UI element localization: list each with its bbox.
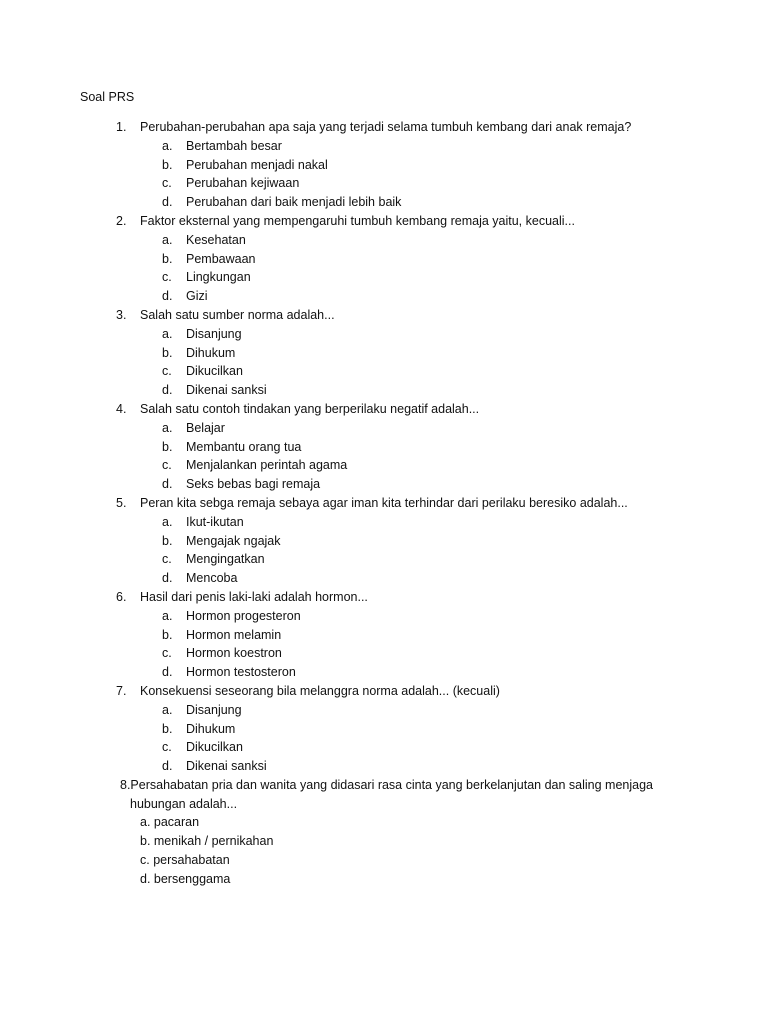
option-text: a. pacaran	[140, 815, 200, 830]
option-line	[0, 626, 768, 645]
option-text: Mengajak ngajak	[186, 533, 281, 548]
option-line	[0, 757, 768, 776]
option-letter: b.	[162, 345, 173, 360]
question-line	[0, 118, 768, 137]
question-text: Salah satu contoh tindakan yang berperilaku negatif adalah...	[140, 401, 480, 416]
question-text: Salah satu sumber norma adalah...	[140, 307, 335, 322]
option-text: d. bersenggama	[140, 871, 231, 886]
option-line	[0, 701, 768, 720]
option-line	[0, 851, 768, 870]
question-line-continued	[0, 795, 768, 814]
option-text: Perubahan kejiwaan	[186, 176, 300, 191]
option-letter: c.	[162, 458, 172, 473]
question-line	[0, 212, 768, 231]
option-text: Hormon koestron	[186, 646, 282, 661]
option-line	[0, 607, 768, 626]
question-number: 6.	[116, 589, 127, 604]
option-letter: b.	[162, 439, 173, 454]
option-line	[0, 193, 768, 212]
option-text: Hormon melamin	[186, 627, 282, 642]
option-text: Dikucilkan	[186, 364, 243, 379]
option-letter: d.	[162, 195, 173, 210]
option-letter: a.	[162, 420, 173, 435]
option-text: Gizi	[186, 289, 208, 304]
option-letter: d.	[162, 571, 173, 586]
option-line	[0, 268, 768, 287]
option-letter: c.	[162, 740, 172, 755]
option-line	[0, 456, 768, 475]
option-text: Hormon testosteron	[186, 665, 296, 680]
option-line	[0, 250, 768, 269]
question-text: hubungan adalah...	[130, 796, 238, 811]
option-letter: d.	[162, 665, 173, 680]
option-letter: d.	[162, 759, 173, 774]
option-text: Disanjung	[186, 702, 242, 717]
option-text: b. menikah / pernikahan	[140, 834, 274, 849]
question-line	[0, 776, 768, 795]
option-text: Disanjung	[186, 326, 242, 341]
option-letter: a.	[162, 608, 173, 623]
question-text: Peran kita sebga remaja sebaya agar iman kita terhindar dari perilaku beresiko adalah...	[140, 495, 628, 510]
option-letter: b.	[162, 251, 173, 266]
option-letter: c.	[162, 552, 172, 567]
option-text: Dikucilkan	[186, 740, 243, 755]
option-letter: d.	[162, 383, 173, 398]
question-text: Faktor eksternal yang mempengaruhi tumbuh kembang remaja yaitu, kecuali...	[140, 213, 575, 228]
option-text: Pembawaan	[186, 251, 256, 266]
option-line	[0, 381, 768, 400]
option-line	[0, 156, 768, 175]
option-line	[0, 644, 768, 663]
option-letter: b.	[162, 157, 173, 172]
option-line	[0, 174, 768, 193]
option-line	[0, 362, 768, 381]
option-line	[0, 344, 768, 363]
option-text: Kesehatan	[186, 232, 246, 247]
option-letter: a.	[162, 326, 173, 341]
option-letter: c.	[162, 176, 172, 191]
option-line	[0, 720, 768, 739]
option-line	[0, 738, 768, 757]
option-letter: d.	[162, 289, 173, 304]
question-list	[0, 118, 768, 889]
option-line	[0, 231, 768, 250]
page-title: Soal PRS	[80, 90, 135, 104]
option-text: Hormon progesteron	[186, 608, 301, 623]
option-line	[0, 663, 768, 682]
option-text: Seks bebas bagi remaja	[186, 477, 321, 492]
option-line	[0, 438, 768, 457]
question-text: Perubahan-perubahan apa saja yang terjadi selama tumbuh kembang dari anak remaja?	[140, 120, 632, 134]
option-text: Menjalankan perintah agama	[186, 458, 348, 473]
question-number: 7.	[116, 683, 127, 698]
option-text: Membantu orang tua	[186, 439, 302, 454]
option-line	[0, 475, 768, 494]
option-letter: b.	[162, 627, 173, 642]
option-line	[0, 870, 768, 889]
question-line	[0, 494, 768, 513]
option-text: Perubahan dari baik menjadi lebih baik	[186, 195, 402, 210]
option-text: Ikut-ikutan	[186, 514, 244, 529]
option-line	[0, 137, 768, 156]
option-line	[0, 832, 768, 851]
question-line	[0, 400, 768, 419]
option-line	[0, 813, 768, 832]
option-line	[0, 569, 768, 588]
question-number: 4.	[116, 401, 127, 416]
question-number: 5.	[116, 495, 127, 510]
question-line	[0, 306, 768, 325]
option-line	[0, 550, 768, 569]
option-text: Mengingatkan	[186, 552, 265, 567]
option-text: Mencoba	[186, 571, 238, 586]
option-text: Dihukum	[186, 721, 236, 736]
option-letter: c.	[162, 646, 172, 661]
option-line	[0, 532, 768, 551]
option-text: Dikenai sanksi	[186, 759, 267, 774]
option-text: c. persahabatan	[140, 853, 230, 868]
option-text: Lingkungan	[186, 270, 251, 285]
question-number: 3.	[116, 307, 127, 322]
option-letter: a.	[162, 138, 173, 153]
option-letter: a.	[162, 514, 173, 529]
option-letter: b.	[162, 721, 173, 736]
option-line	[0, 325, 768, 344]
option-letter: d.	[162, 477, 173, 492]
option-text: Belajar	[186, 420, 225, 435]
option-line	[0, 513, 768, 532]
option-line	[0, 287, 768, 306]
option-text: Bertambah besar	[186, 138, 282, 153]
question-number: 2.	[116, 213, 127, 228]
option-letter: c.	[162, 270, 172, 285]
option-letter: a.	[162, 232, 173, 247]
question-text: 8.Persahabatan pria dan wanita yang didasari rasa cinta yang berkelanjutan dan saling menjaga	[120, 777, 653, 792]
option-letter: a.	[162, 702, 173, 717]
question-line	[0, 588, 768, 607]
question-number: 1.	[116, 120, 127, 134]
question-text: Hasil dari penis laki-laki adalah hormon...	[140, 589, 368, 604]
question-text: Konsekuensi seseorang bila melanggra norma adalah... (kecuali)	[140, 683, 500, 698]
question-line	[0, 682, 768, 701]
option-line	[0, 419, 768, 438]
option-text: Dikenai sanksi	[186, 383, 267, 398]
option-text: Perubahan menjadi nakal	[186, 157, 328, 172]
option-letter: b.	[162, 533, 173, 548]
option-letter: c.	[162, 364, 172, 379]
option-text: Dihukum	[186, 345, 236, 360]
